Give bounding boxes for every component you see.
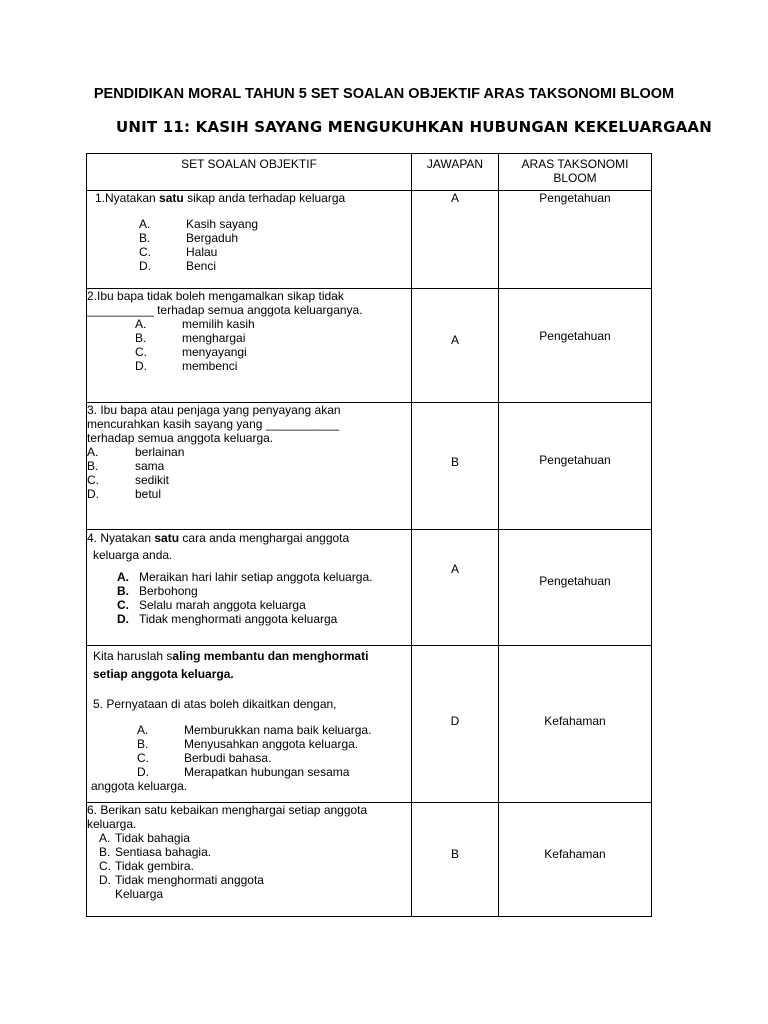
option-c: C. Selalu marah anggota keluarga: [117, 598, 306, 612]
option-b: B. Menyusahkan anggota keluarga.: [137, 737, 359, 751]
option-b: B. Berbohong: [117, 584, 198, 598]
level-cell: Pengetahuan: [499, 191, 652, 289]
question-text: 1.Nyatakan satu sikap anda terhadap keluarga: [95, 191, 346, 205]
question-text: 4. Nyatakan satu cara anda menghargai anggota keluarga anda.: [87, 531, 350, 562]
option-list: [137, 723, 411, 779]
question-text: 6. Berikan satu kebaikan menghargai setiap anggota keluarga.: [87, 803, 368, 831]
option-c: C. Halau: [139, 245, 218, 259]
option-a: A. Tidak bahagia: [99, 831, 190, 845]
option-d-continuation: anggota keluarga.: [91, 779, 188, 793]
question-text: 5. Pernyataan di atas boleh dikaitkan dengan,: [93, 697, 337, 711]
option-d: D. betul: [87, 487, 162, 501]
question-cell: [87, 646, 412, 803]
question-cell: [87, 289, 412, 403]
question-table: [86, 153, 652, 917]
question-cell: [87, 803, 412, 917]
option-c: C. sedikit: [87, 473, 170, 487]
table-header-row: [87, 154, 652, 191]
table-row: [87, 803, 652, 917]
option-a: A. Meraikan hari lahir setiap anggota keluarga.: [117, 570, 373, 584]
option-d-continuation: Keluarga: [115, 887, 164, 901]
answer-cell: B: [412, 803, 499, 917]
table-row: [87, 646, 652, 803]
answer-cell: A: [412, 530, 499, 646]
answer-cell: A: [412, 191, 499, 289]
statement-text: Kita haruslah saling membantu dan menghormati setiap anggota keluarga.: [93, 649, 369, 681]
answer-cell: B: [412, 403, 499, 530]
option-d: D. membenci: [135, 359, 238, 373]
option-d: D. Merapatkan hubungan sesama: [137, 765, 350, 779]
level-cell: Pengetahuan: [499, 289, 652, 403]
table-row: [87, 289, 652, 403]
level-cell: Pengetahuan: [499, 530, 652, 646]
column-header-answer: JAWAPAN: [412, 154, 499, 191]
option-b: B. Bergaduh: [139, 231, 239, 245]
option-d: D. Benci: [139, 259, 217, 273]
question-cell: [87, 191, 412, 289]
question-text: 3. Ibu bapa atau penjaga yang penyayang akan mencurahkan kasih sayang yang ___________ terhadap semua anggota keluarga.: [87, 403, 341, 445]
option-list: [139, 217, 411, 273]
document-title: PENDIDIKAN MORAL TAHUN 5 SET SOALAN OBJEKTIF ARAS TAKSONOMI BLOOM: [93, 86, 675, 102]
option-c: C. menyayangi: [135, 345, 247, 359]
option-a: A. Kasih sayang: [139, 217, 259, 231]
option-a: A. memilih kasih: [135, 317, 255, 331]
question-text: 2.Ibu bapa tidak boleh mengamalkan sikap tidak __________ terhadap semua anggota keluarganya.: [87, 289, 363, 317]
option-c: C. Berbudi bahasa.: [137, 751, 272, 765]
unit-title: UNIT 11: KASIH SAYANG MENGUKUHKAN HUBUNGAN KEKELUARGAAN: [116, 118, 712, 136]
table-row: [87, 403, 652, 530]
option-b: B. menghargai: [135, 331, 246, 345]
option-list: [117, 570, 411, 626]
column-header-question: SET SOALAN OBJEKTIF: [87, 154, 412, 191]
option-list: [99, 831, 411, 887]
table-row: [87, 530, 652, 646]
column-header-level: ARAS TAKSONOMI BLOOM: [499, 154, 652, 191]
option-a: A. Memburukkan nama baik keluarga.: [137, 723, 372, 737]
option-b: B. sama: [87, 459, 165, 473]
option-c: C. Tidak gembira.: [99, 859, 194, 873]
option-b: B. Sentiasa bahagia.: [99, 845, 212, 859]
level-cell: Pengetahuan: [499, 403, 652, 530]
option-list: [135, 317, 411, 373]
option-list: [87, 445, 411, 501]
table-row: [87, 191, 652, 289]
question-cell: [87, 403, 412, 530]
question-cell: [87, 530, 412, 646]
level-cell: Kefahaman: [499, 646, 652, 803]
answer-cell: D: [412, 646, 499, 803]
option-a: A. berlainan: [87, 445, 185, 459]
answer-cell: A: [412, 289, 499, 403]
option-d: D. Tidak menghormati anggota: [99, 873, 264, 887]
option-d: D. Tidak menghormati anggota keluarga: [117, 612, 338, 626]
level-cell: Kefahaman: [499, 803, 652, 917]
